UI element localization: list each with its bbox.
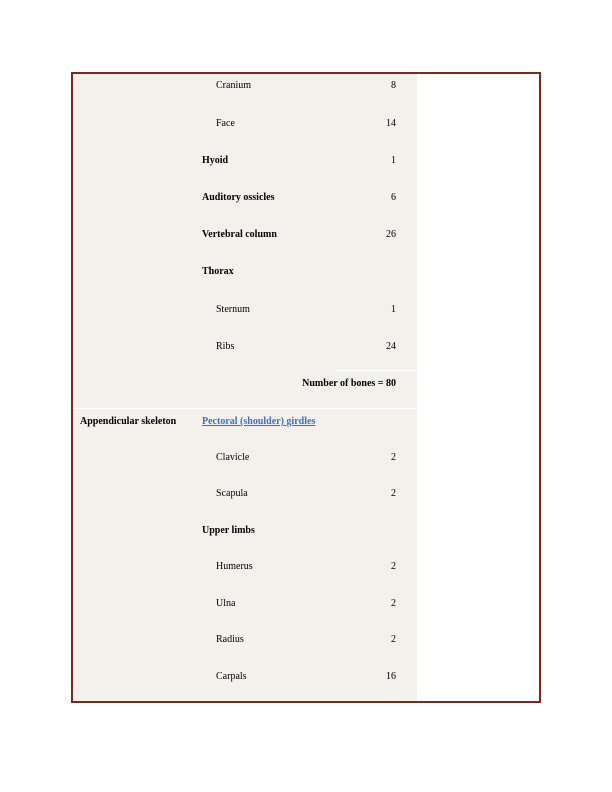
row-vertebral-column-count: 26 — [386, 229, 396, 240]
row-clavicle-count: 2 — [391, 452, 396, 463]
row-face-name: Face — [216, 118, 235, 129]
row-face-count: 14 — [386, 118, 396, 129]
row-ribs-count: 24 — [386, 341, 396, 352]
appendicular-skeleton-label: Appendicular skeleton — [80, 416, 177, 427]
row-ribs-name: Ribs — [216, 341, 235, 352]
row-upper-limbs-name: Upper limbs — [202, 525, 255, 536]
row-clavicle-name: Clavicle — [216, 452, 250, 463]
pectoral-girdles-link[interactable]: Pectoral (shoulder) girdles — [202, 416, 316, 427]
row-ulna-name: Ulna — [216, 598, 236, 609]
bone-table-frame — [71, 72, 541, 703]
row-hyoid-name: Hyoid — [202, 155, 229, 166]
row-humerus-count: 2 — [391, 561, 396, 572]
row-ulna-count: 2 — [391, 598, 396, 609]
row-humerus-name: Humerus — [216, 561, 253, 572]
row-scapula-name: Scapula — [216, 488, 248, 499]
row-radius-name: Radius — [216, 634, 244, 645]
row-sternum-name: Sternum — [216, 304, 250, 315]
row-carpals-name: Carpals — [216, 671, 247, 682]
row-vertebral-column-name: Vertebral column — [202, 229, 277, 240]
row-auditory-ossicles-name: Auditory ossicles — [202, 192, 275, 203]
row-carpals-count: 16 — [386, 671, 396, 682]
section-divider — [73, 408, 417, 409]
total-top-rule — [335, 370, 417, 371]
row-thorax-name: Thorax — [202, 266, 234, 277]
row-sternum-count: 1 — [391, 304, 396, 315]
row-radius-count: 2 — [391, 634, 396, 645]
row-scapula-count: 2 — [391, 488, 396, 499]
axial-total-label: Number of bones = 80 — [302, 378, 396, 389]
row-cranium-count: 8 — [391, 80, 396, 91]
row-cranium-name: Cranium — [216, 80, 251, 91]
row-auditory-ossicles-count: 6 — [391, 192, 396, 203]
row-hyoid-count: 1 — [391, 155, 396, 166]
